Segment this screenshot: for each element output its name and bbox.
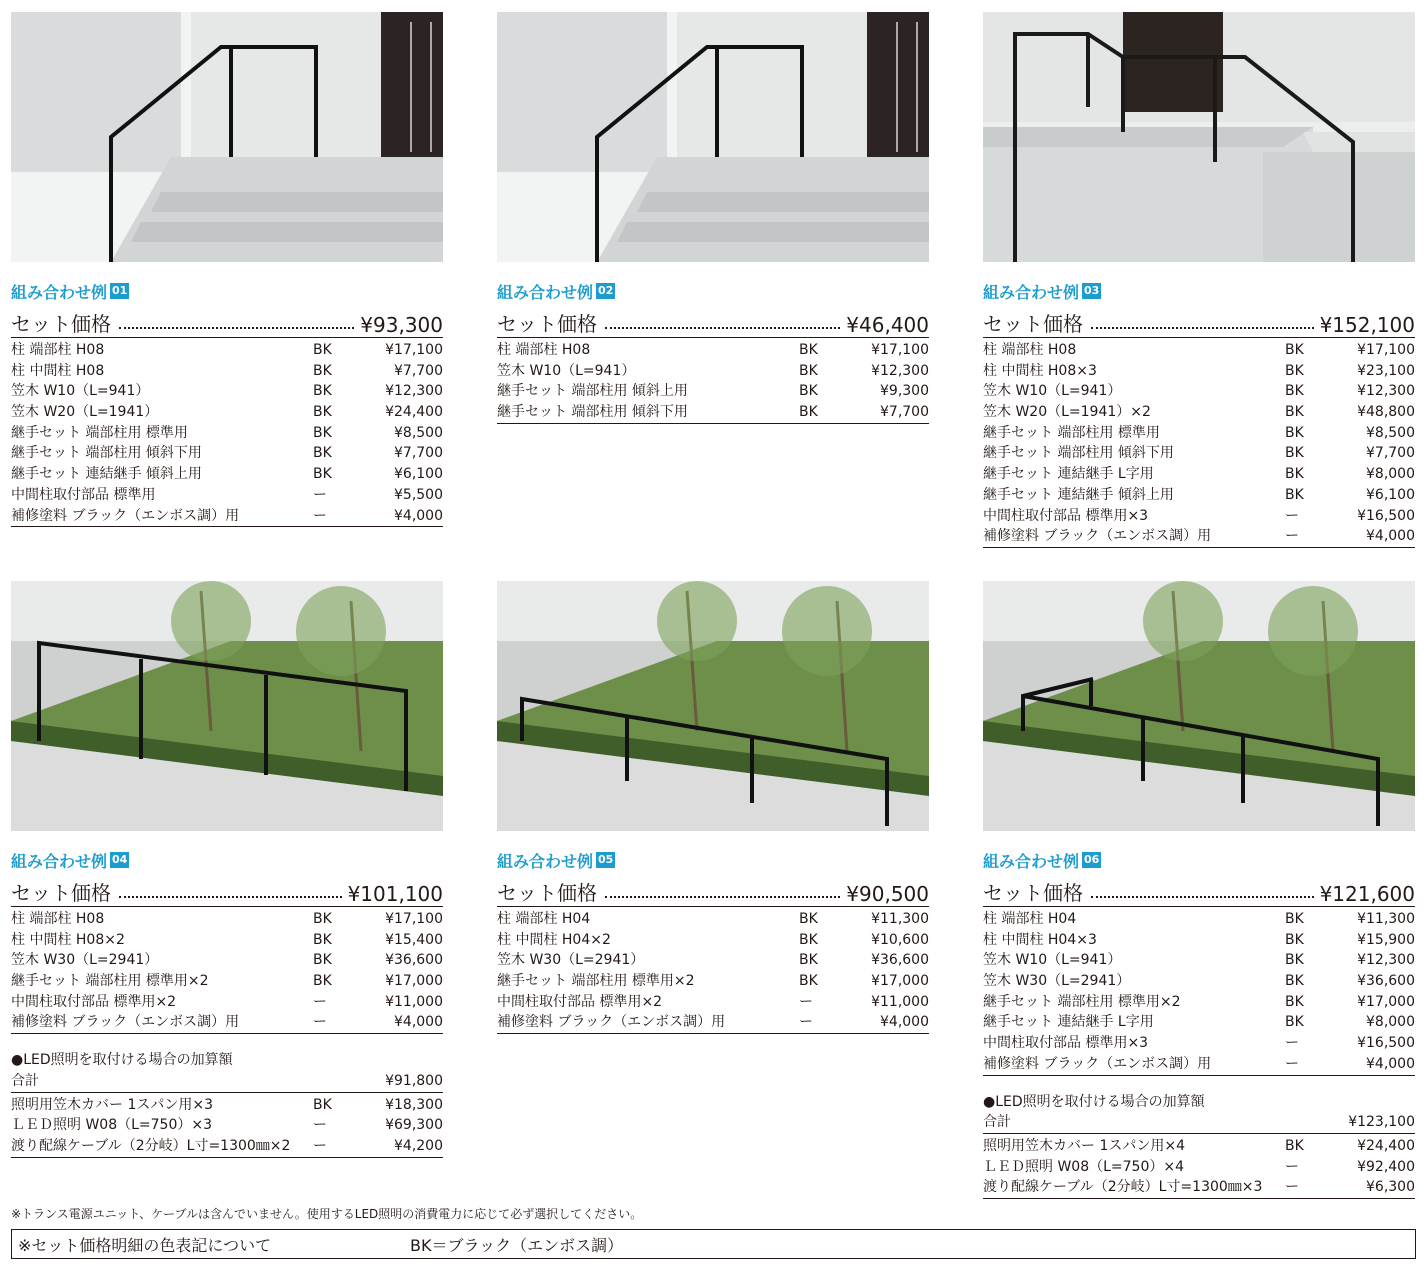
- item-name: 柱 端部柱 H08: [983, 342, 1077, 358]
- item-price: ¥36,600: [871, 952, 929, 969]
- led-item-list: [983, 1136, 1415, 1199]
- item-row: [983, 1012, 1415, 1033]
- set-price-row: [497, 879, 929, 907]
- item-color: ー: [799, 993, 813, 1010]
- item-color: BK: [799, 342, 818, 358]
- color-legend-box: [11, 1229, 1416, 1259]
- item-row: [497, 361, 929, 382]
- item-color: ー: [1285, 1035, 1299, 1052]
- item-price: ¥11,300: [1357, 911, 1415, 927]
- item-color: ー: [1285, 528, 1299, 545]
- item-name: 継手セット 端部柱用 標準用×2: [983, 993, 1181, 1010]
- color-legend-value: BK＝ブラック（エンボス調）: [410, 1235, 624, 1255]
- led-total-row: [983, 1112, 1415, 1134]
- item-color: ー: [313, 993, 327, 1010]
- product-photo: [983, 581, 1415, 831]
- item-row: [11, 930, 443, 951]
- combination-heading-label: 組み合わせ例: [11, 282, 108, 302]
- item-row: [983, 950, 1415, 971]
- item-row: [11, 464, 443, 485]
- led-total-label: 合計: [11, 1072, 39, 1089]
- item-color: BK: [313, 424, 332, 441]
- item-name: 継手セット 連結継手 傾斜上用: [983, 486, 1174, 503]
- item-name: 笠木 W20（L=1941）×2: [983, 404, 1151, 421]
- item-name: 中間柱取付部品 標準用×3: [983, 1035, 1149, 1052]
- item-row: [983, 485, 1415, 506]
- item-row: [983, 443, 1415, 464]
- item-price: ¥4,000: [1366, 1055, 1415, 1072]
- combination-card-06: [983, 581, 1415, 1199]
- item-color: BK: [1285, 486, 1304, 503]
- item-price: ¥12,300: [871, 362, 929, 379]
- item-list: [11, 909, 443, 1034]
- led-addon-section: [983, 1092, 1415, 1199]
- led-addon-title: ●LED照明を取付ける場合の加算額: [11, 1052, 233, 1069]
- item-name: 笠木 W10（L=941）: [497, 362, 636, 379]
- set-price-value: ¥93,300: [360, 313, 443, 337]
- set-price-label: セット価格: [497, 312, 597, 336]
- combination-heading-label: 組み合わせ例: [497, 282, 594, 302]
- set-price-value: ¥90,500: [846, 882, 929, 906]
- leader-dots: [1091, 896, 1314, 898]
- item-list: [497, 340, 929, 424]
- item-row: [983, 340, 1415, 361]
- item-color: BK: [799, 404, 818, 421]
- item-row: [983, 1157, 1415, 1178]
- leader-dots: [605, 896, 840, 898]
- item-row: [497, 992, 929, 1013]
- set-price-label: セット価格: [983, 312, 1083, 336]
- item-name: 補修塗料 ブラック（エンボス調）用: [11, 1014, 240, 1031]
- combination-heading: [11, 849, 443, 871]
- item-color: ー: [1285, 1179, 1299, 1196]
- item-list: [11, 340, 443, 527]
- item-row: [497, 930, 929, 951]
- item-name: 笠木 W10（L=941）: [983, 383, 1122, 400]
- item-price: ¥17,100: [385, 911, 443, 927]
- set-price-label: セット価格: [11, 312, 111, 336]
- set-price-row: [497, 310, 929, 338]
- combination-number-badge: 03: [1084, 284, 1100, 297]
- item-name: 補修塗料 ブラック（エンボス調）用: [497, 1014, 726, 1031]
- item-price: ¥8,500: [1366, 424, 1415, 441]
- item-price: ¥24,400: [1357, 1137, 1415, 1154]
- item-row: [983, 992, 1415, 1013]
- item-color: BK: [1285, 342, 1304, 358]
- item-color: BK: [1285, 424, 1304, 441]
- item-row: [11, 381, 443, 402]
- item-row: [11, 950, 443, 971]
- item-name: 継手セット 連結継手 傾斜上用: [11, 466, 202, 483]
- item-price: ¥12,300: [1357, 383, 1415, 400]
- item-price: ¥7,700: [1366, 445, 1415, 462]
- item-name: 柱 端部柱 H08: [11, 911, 105, 927]
- item-color: BK: [1285, 1014, 1304, 1031]
- item-price: ¥15,400: [385, 931, 443, 948]
- item-price: ¥36,600: [385, 952, 443, 969]
- item-name: 笠木 W30（L=2941）: [983, 973, 1131, 990]
- item-list: [983, 340, 1415, 548]
- product-photo: [497, 581, 929, 831]
- set-price-value: ¥46,400: [846, 313, 929, 337]
- item-name: 継手セット 連結継手 L字用: [983, 466, 1154, 483]
- item-color: BK: [1285, 466, 1304, 483]
- item-row: [11, 1095, 443, 1116]
- item-price: ¥4,000: [1366, 528, 1415, 545]
- item-name: 継手セット 端部柱用 傾斜下用: [983, 445, 1174, 462]
- item-color: BK: [313, 362, 332, 379]
- item-row: [497, 1012, 929, 1034]
- combination-number-badge: 01: [112, 284, 128, 297]
- product-photo: [983, 12, 1415, 262]
- item-price: ¥5,500: [394, 486, 443, 503]
- item-name: 照明用笠木カバー 1スパン用×3: [11, 1096, 213, 1113]
- item-name: 笠木 W10（L=941）: [983, 952, 1122, 969]
- item-price: ¥6,300: [1366, 1179, 1415, 1196]
- combination-heading: [983, 849, 1415, 871]
- led-total-label: 合計: [983, 1114, 1011, 1131]
- item-price: ¥9,300: [880, 383, 929, 400]
- item-price: ¥16,500: [1357, 1035, 1415, 1052]
- item-row: [983, 1177, 1415, 1199]
- item-row: [983, 1033, 1415, 1054]
- item-row: [983, 361, 1415, 382]
- item-color: BK: [799, 952, 818, 969]
- item-color: BK: [313, 911, 332, 927]
- led-total-value: ¥123,100: [1348, 1114, 1415, 1131]
- item-price: ¥4,000: [880, 1014, 929, 1031]
- set-price-label: セット価格: [497, 881, 597, 905]
- item-name: 中間柱取付部品 標準用×3: [983, 507, 1149, 524]
- combination-heading-label: 組み合わせ例: [497, 851, 594, 871]
- item-price: ¥69,300: [385, 1117, 443, 1134]
- item-color: BK: [313, 342, 332, 358]
- item-color: BK: [313, 1096, 332, 1113]
- set-price-value: ¥101,100: [347, 882, 443, 906]
- item-color: BK: [313, 931, 332, 948]
- led-addon-section: [11, 1050, 443, 1157]
- item-name: 柱 端部柱 H08: [11, 342, 105, 358]
- combination-heading: [497, 849, 929, 871]
- item-color: ー: [1285, 1055, 1299, 1072]
- item-name: 柱 中間柱 H04×2: [497, 931, 611, 948]
- set-price-row: [983, 879, 1415, 907]
- item-name: 補修塗料 ブラック（エンボス調）用: [11, 507, 240, 524]
- item-name: 継手セット 端部柱用 標準用: [983, 424, 1160, 441]
- item-color: BK: [313, 952, 332, 969]
- item-row: [983, 1054, 1415, 1076]
- item-price: ¥7,700: [394, 362, 443, 379]
- item-color: ー: [313, 507, 327, 524]
- item-price: ¥11,000: [385, 993, 443, 1010]
- item-name: 柱 中間柱 H04×3: [983, 931, 1097, 948]
- item-name: 柱 端部柱 H04: [497, 911, 591, 927]
- item-color: ー: [1285, 507, 1299, 524]
- combination-card-02: [497, 12, 929, 424]
- set-price-row: [983, 310, 1415, 338]
- item-row: [11, 971, 443, 992]
- led-total-value: ¥91,800: [385, 1072, 443, 1089]
- item-price: ¥17,000: [871, 973, 929, 990]
- item-name: 継手セット 端部柱用 傾斜下用: [497, 404, 688, 421]
- item-row: [11, 340, 443, 361]
- item-name: 補修塗料 ブラック（エンボス調）用: [983, 528, 1212, 545]
- set-price-value: ¥152,100: [1319, 313, 1415, 337]
- item-color: BK: [799, 911, 818, 927]
- combination-heading-label: 組み合わせ例: [983, 851, 1080, 871]
- combination-card-04: [11, 581, 443, 1158]
- item-price: ¥17,100: [385, 342, 443, 358]
- item-color: ー: [313, 1117, 327, 1134]
- item-row: [497, 340, 929, 361]
- set-price-row: [11, 879, 443, 907]
- combination-number-badge: 05: [598, 853, 614, 866]
- combination-card-05: [497, 581, 929, 1034]
- leader-dots: [605, 327, 840, 329]
- item-row: [983, 909, 1415, 930]
- item-color: ー: [1285, 1158, 1299, 1175]
- item-price: ¥17,100: [871, 342, 929, 358]
- item-name: 笠木 W10（L=941）: [11, 383, 150, 400]
- combination-heading: [11, 280, 443, 302]
- item-price: ¥24,400: [385, 404, 443, 421]
- item-row: [11, 992, 443, 1013]
- combination-heading-label: 組み合わせ例: [983, 282, 1080, 302]
- item-name: 柱 中間柱 H08: [11, 362, 105, 379]
- item-name: 継手セット 端部柱用 標準用×2: [11, 973, 209, 990]
- combination-heading: [497, 280, 929, 302]
- combination-heading-label: 組み合わせ例: [11, 851, 108, 871]
- item-list: [497, 909, 929, 1034]
- item-row: [11, 1012, 443, 1034]
- item-price: ¥92,400: [1357, 1158, 1415, 1175]
- item-row: [11, 361, 443, 382]
- item-color: BK: [799, 362, 818, 379]
- item-name: 継手セット 端部柱用 傾斜下用: [11, 445, 202, 462]
- item-name: ＬＥＤ照明 W08（L=750）×3: [11, 1117, 212, 1134]
- item-row: [983, 526, 1415, 548]
- led-total-row: [11, 1071, 443, 1093]
- led-addon-title: ●LED照明を取付ける場合の加算額: [983, 1093, 1205, 1110]
- combination-card-03: [983, 12, 1415, 548]
- item-price: ¥17,000: [1357, 993, 1415, 1010]
- item-color: BK: [1285, 911, 1304, 927]
- item-row: [497, 381, 929, 402]
- item-price: ¥12,300: [385, 383, 443, 400]
- item-row: [497, 971, 929, 992]
- item-price: ¥8,500: [394, 424, 443, 441]
- color-legend-label: ※セット価格明細の色表記について: [18, 1235, 272, 1255]
- item-price: ¥36,600: [1357, 973, 1415, 990]
- item-price: ¥17,000: [385, 973, 443, 990]
- item-price: ¥23,100: [1357, 362, 1415, 379]
- item-name: 継手セット 連結継手 L字用: [983, 1014, 1154, 1031]
- item-color: BK: [1285, 993, 1304, 1010]
- set-price-label: セット価格: [11, 881, 111, 905]
- item-row: [983, 402, 1415, 423]
- item-price: ¥7,700: [880, 404, 929, 421]
- item-price: ¥11,300: [871, 911, 929, 927]
- footnote: ※トランス電源ユニット、ケーブルは含んでいません。使用するLED照明の消費電力に応じて必ず選択してください。: [11, 1207, 643, 1221]
- item-name: 渡り配線ケーブル（2分岐）L寸=1300㎜×2: [11, 1137, 291, 1154]
- item-name: 柱 中間柱 H08×2: [11, 931, 125, 948]
- item-color: BK: [799, 383, 818, 400]
- item-color: BK: [313, 404, 332, 421]
- item-name: 補修塗料 ブラック（エンボス調）用: [983, 1055, 1212, 1072]
- item-row: [11, 423, 443, 444]
- item-price: ¥8,000: [1366, 466, 1415, 483]
- item-row: [11, 1115, 443, 1136]
- item-name: 笠木 W20（L=1941）: [11, 404, 159, 421]
- item-row: [11, 402, 443, 423]
- item-color: BK: [1285, 952, 1304, 969]
- combination-heading: [983, 280, 1415, 302]
- item-name: 中間柱取付部品 標準用: [11, 486, 156, 503]
- led-item-list: [11, 1095, 443, 1158]
- item-price: ¥4,000: [394, 1014, 443, 1031]
- combination-number-badge: 02: [598, 284, 614, 297]
- item-name: 継手セット 端部柱用 標準用: [11, 424, 188, 441]
- item-row: [11, 485, 443, 506]
- item-price: ¥10,600: [871, 931, 929, 948]
- product-photo: [497, 12, 929, 262]
- item-color: ー: [313, 1137, 327, 1154]
- item-color: BK: [313, 973, 332, 990]
- item-color: BK: [1285, 404, 1304, 421]
- item-name: 継手セット 端部柱用 標準用×2: [497, 973, 695, 990]
- item-price: ¥7,700: [394, 445, 443, 462]
- item-name: 笠木 W30（L=2941）: [497, 952, 645, 969]
- item-row: [497, 950, 929, 971]
- item-row: [11, 1136, 443, 1158]
- item-price: ¥18,300: [385, 1096, 443, 1113]
- item-name: 照明用笠木カバー 1スパン用×4: [983, 1137, 1185, 1154]
- item-row: [983, 506, 1415, 527]
- item-color: BK: [1285, 445, 1304, 462]
- item-row: [497, 402, 929, 424]
- item-color: BK: [1285, 383, 1304, 400]
- item-row: [983, 464, 1415, 485]
- item-name: 柱 中間柱 H08×3: [983, 362, 1097, 379]
- item-list: [983, 909, 1415, 1076]
- product-photo: [11, 12, 443, 262]
- set-price-value: ¥121,600: [1319, 882, 1415, 906]
- item-name: 中間柱取付部品 標準用×2: [11, 993, 177, 1010]
- item-color: ー: [799, 1014, 813, 1031]
- item-row: [983, 971, 1415, 992]
- item-name: 渡り配線ケーブル（2分岐）L寸=1300㎜×3: [983, 1179, 1263, 1196]
- item-name: 中間柱取付部品 標準用×2: [497, 993, 663, 1010]
- item-name: 笠木 W30（L=2941）: [11, 952, 159, 969]
- item-row: [11, 443, 443, 464]
- combination-number-badge: 04: [112, 853, 128, 866]
- product-photo: [11, 581, 443, 831]
- item-color: BK: [799, 973, 818, 990]
- item-row: [11, 506, 443, 528]
- combination-number-badge: 06: [1084, 853, 1100, 866]
- item-price: ¥4,000: [394, 507, 443, 524]
- item-name: ＬＥＤ照明 W08（L=750）×4: [983, 1158, 1184, 1175]
- item-name: 柱 端部柱 H08: [497, 342, 591, 358]
- set-price-row: [11, 310, 443, 338]
- item-price: ¥8,000: [1366, 1014, 1415, 1031]
- item-color: BK: [1285, 1137, 1304, 1154]
- item-name: 継手セット 端部柱用 傾斜上用: [497, 383, 688, 400]
- item-row: [983, 381, 1415, 402]
- item-row: [11, 909, 443, 930]
- leader-dots: [119, 327, 354, 329]
- item-color: BK: [1285, 362, 1304, 379]
- item-price: ¥17,100: [1357, 342, 1415, 358]
- item-row: [983, 1136, 1415, 1157]
- item-row: [497, 909, 929, 930]
- leader-dots: [1091, 327, 1314, 329]
- item-color: BK: [313, 445, 332, 462]
- item-price: ¥4,200: [394, 1137, 443, 1154]
- set-price-label: セット価格: [983, 881, 1083, 905]
- item-color: BK: [799, 931, 818, 948]
- item-price: ¥48,800: [1357, 404, 1415, 421]
- item-color: BK: [313, 383, 332, 400]
- item-color: ー: [313, 1014, 327, 1031]
- item-price: ¥16,500: [1357, 507, 1415, 524]
- leader-dots: [119, 896, 342, 898]
- item-price: ¥15,900: [1357, 931, 1415, 948]
- item-row: [983, 423, 1415, 444]
- item-price: ¥12,300: [1357, 952, 1415, 969]
- item-row: [983, 930, 1415, 951]
- item-color: BK: [313, 466, 332, 483]
- item-color: ー: [313, 486, 327, 503]
- combination-card-01: [11, 12, 443, 527]
- item-price: ¥6,100: [1366, 486, 1415, 503]
- item-name: 柱 端部柱 H04: [983, 911, 1077, 927]
- item-price: ¥6,100: [394, 466, 443, 483]
- item-color: BK: [1285, 931, 1304, 948]
- item-color: BK: [1285, 973, 1304, 990]
- item-price: ¥11,000: [871, 993, 929, 1010]
